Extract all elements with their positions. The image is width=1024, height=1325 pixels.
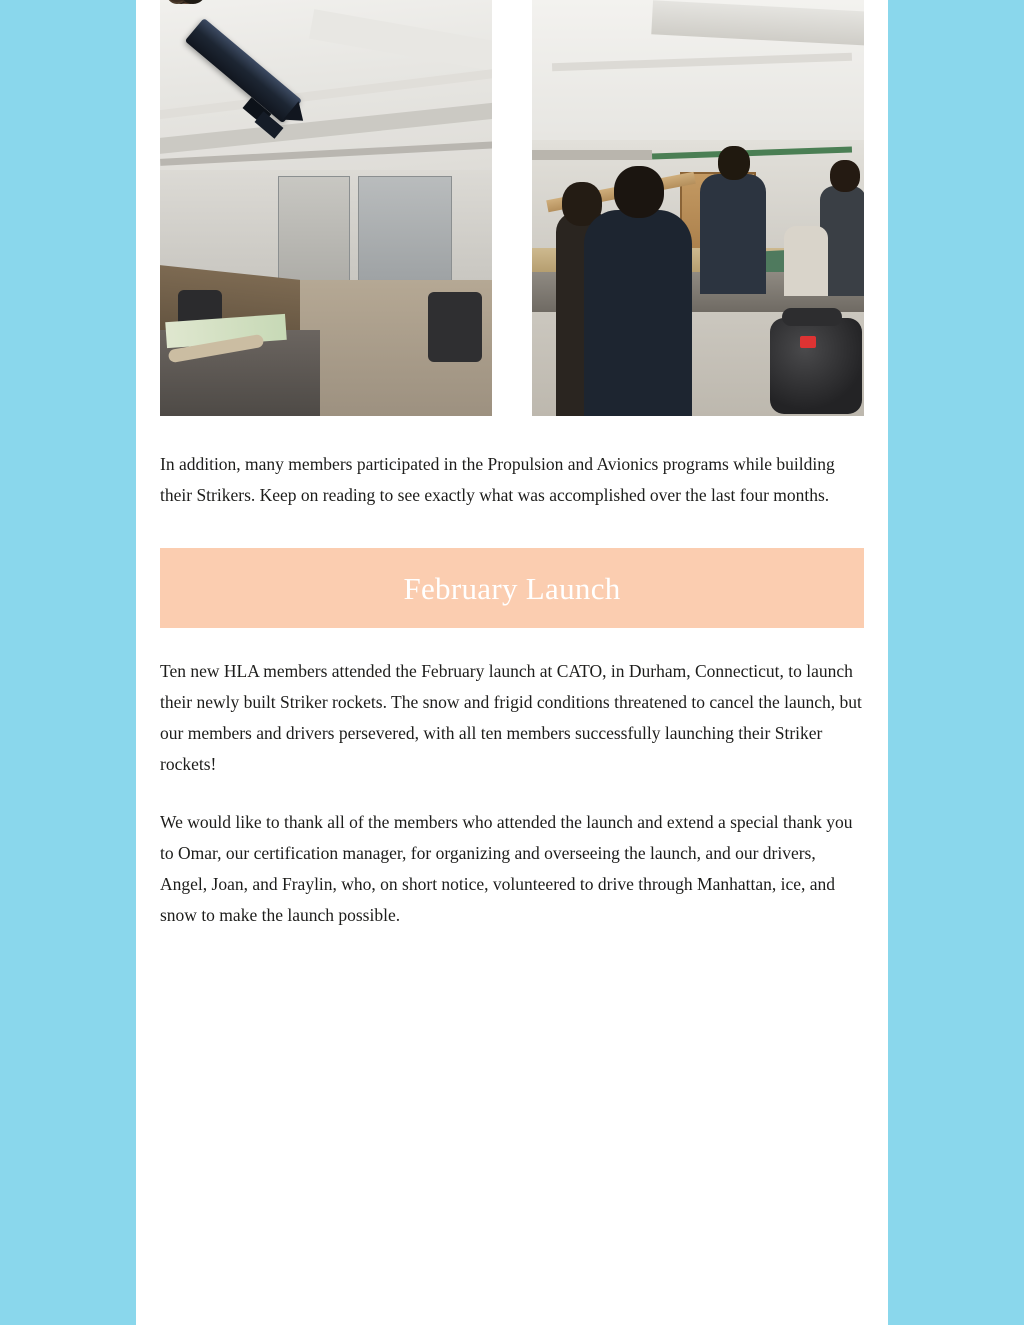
lab-photo-rocket-hanging (160, 0, 492, 416)
intro-paragraph: In addition, many members participated in the Propulsion and Avionics programs while building their Strikers. Keep on reading to see exactly what was accomplished over the last four months. (160, 454, 835, 505)
lab-cabinet (358, 176, 452, 283)
person (784, 226, 828, 296)
wall-shelf (532, 150, 652, 160)
photo-row (136, 0, 888, 416)
section-paragraph-2: We would like to thank all of the members who attended the launch and extend a special thank you to Omar, our certification manager, for organizing and overseeing the launch, and our drivers, Angel, Joan, and Fraylin, who, on short notice, volunteered to drive through Manhattan, ice, and snow to make the launch possible. (160, 812, 853, 925)
section-text-block (136, 656, 888, 931)
newsletter-sheet (136, 0, 888, 1325)
section-paragraph-1: Ten new HLA members attended the February launch at CATO, in Durham, Connecticut, to launch their newly built Striker rockets. The snow and frigid conditions threatened to cancel the launch, but our members and drivers persevered, with all ten members successfully launching their Striker rockets! (160, 661, 862, 774)
shop-vacuum (770, 318, 862, 414)
intro-text-block (136, 449, 888, 511)
lab-photo-students-building (532, 0, 864, 416)
section-banner-title: February Launch (403, 570, 621, 606)
person (584, 210, 692, 416)
lab-cabinet (278, 176, 350, 283)
newsletter-content (136, 0, 888, 931)
person (700, 174, 766, 294)
lab-chair (428, 292, 482, 362)
section-banner (160, 548, 864, 628)
vacuum-label (800, 336, 816, 348)
